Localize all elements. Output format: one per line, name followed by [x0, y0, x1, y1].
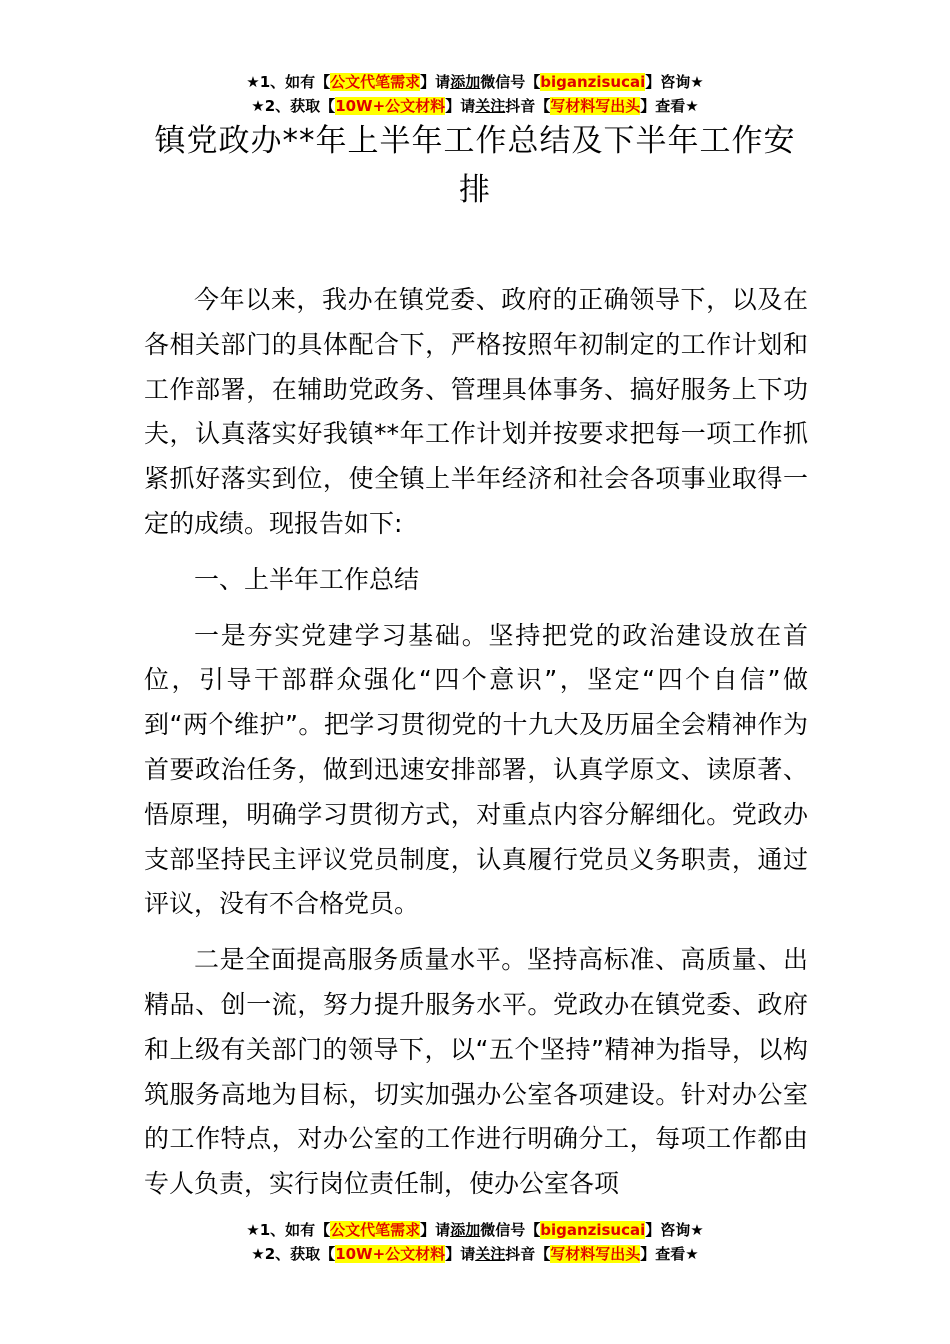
- promo-highlight: 写材料写出头: [550, 1245, 641, 1263]
- promo-line-1: ★1、如有【公文代笔需求】请添加微信号【biganzisucai】咨询★: [246, 73, 704, 91]
- paragraph-intro: 今年以来，我办在镇党委、政府的正确领导下，以及在各相关部门的具体配合下，严格按照年初制定的工作计划和工作部署，在辅助党政务、管理具体事务、搞好服务上下功夫，认真落实好我镇**年工作计划并按要求把每一项工作抓紧抓好落实到位，使全镇上半年经济和社会各项事业取得一定的成绩。现报告如下:: [144, 285, 808, 538]
- promo-line-2: ★2、获取【10W+公文材料】请关注抖音【写材料写出头】查看★: [251, 1245, 699, 1263]
- promo-line-1: ★1、如有【公文代笔需求】请添加微信号【biganzisucai】咨询★: [246, 1221, 704, 1239]
- promo-line-2: ★2、获取【10W+公文材料】请关注抖音【写材料写出头】查看★: [251, 97, 699, 115]
- promo-banner-top: [0, 70, 950, 118]
- paragraph-service-quality: 二是全面提高服务质量水平。坚持高标准、高质量、出精品、创一流，努力提升服务水平。党政办在镇党委、政府和上级有关部门的领导下，以“五个坚持”精神为指导，以构筑服务高地为目标，切实加强办公室各项建设。针对办公室的工作特点，对办公室的工作进行明确分工，每项工作都由专人负责，实行岗位责任制，使办公室各项: [144, 945, 808, 1199]
- promo-highlight: 10W+公文材料: [335, 1245, 446, 1263]
- promo-highlight: biganzisucai: [540, 73, 646, 91]
- section-heading: 一、上半年工作总结: [194, 564, 420, 594]
- promo-highlight: 10W+公文材料: [335, 97, 446, 115]
- promo-highlight: biganzisucai: [540, 1221, 646, 1239]
- promo-banner-bottom: [0, 1218, 950, 1266]
- document-title: 镇党政办**年上半年工作总结及下半年工作安排: [154, 123, 796, 208]
- paragraph-party-building: 一是夯实党建学习基础。坚持把党的政治建设放在首位，引导干部群众强化“四个意识”，坚定“四个自信”做到“两个维护”。把学习贯彻党的十九大及历届全会精神作为首要政治任务，做到迅速安排部署，认真学原文、读原著、悟原理，明确学习贯彻方式，对重点内容分解细化。党政办支部坚持民主评议党员制度，认真履行党员义务职责，通过评议，没有不合格党员。: [144, 620, 808, 919]
- promo-highlight: 写材料写出头: [550, 97, 641, 115]
- document-body: [144, 278, 808, 1218]
- promo-highlight: 公文代笔需求: [330, 73, 421, 91]
- promo-highlight: 公文代笔需求: [330, 1221, 421, 1239]
